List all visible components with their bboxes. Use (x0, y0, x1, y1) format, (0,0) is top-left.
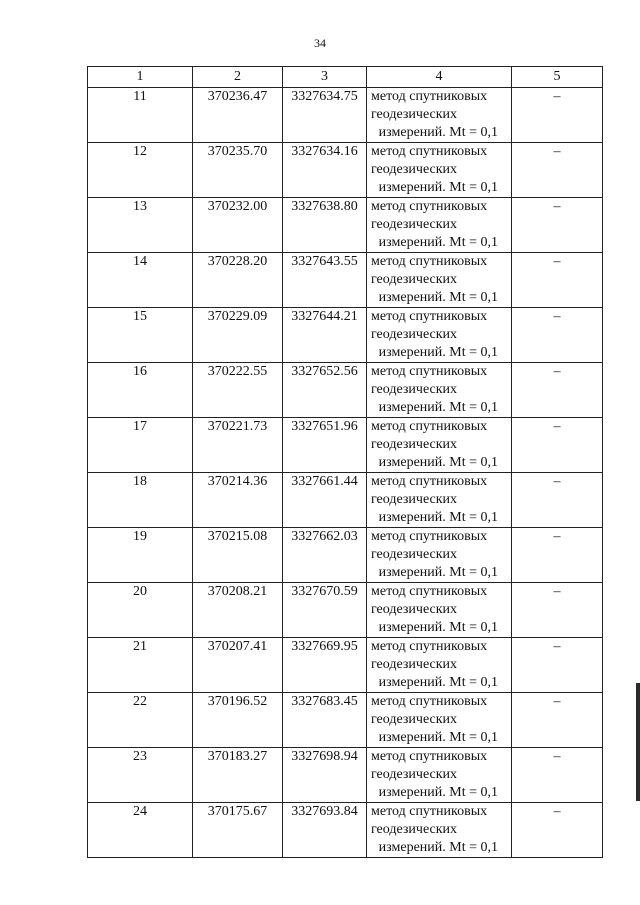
method-line: геодезических (371, 602, 458, 617)
method-line: геодезических (371, 327, 458, 342)
header-cell: 2 (193, 67, 283, 88)
x-coordinate-cell: 370214.36 (193, 473, 283, 528)
y-coordinate-cell: 3327683.45 (283, 693, 367, 748)
note-cell: – (512, 308, 603, 363)
x-coordinate-cell: 370207.41 (193, 638, 283, 693)
method-cell (367, 143, 512, 198)
method-cell (367, 583, 512, 638)
note-cell: – (512, 638, 603, 693)
x-coordinate-cell: 370175.67 (193, 803, 283, 858)
x-coordinate-cell: 370235.70 (193, 143, 283, 198)
method-line: геодезических (371, 162, 458, 177)
y-coordinate-cell: 3327698.94 (283, 748, 367, 803)
method-line: метод спутниковых (371, 694, 488, 709)
point-number-cell: 12 (88, 143, 193, 198)
method-line: геодезических (371, 107, 458, 122)
method-line: геодезических (371, 217, 458, 232)
method-line: измерений. Mt = 0,1 (378, 235, 498, 250)
coordinates-table (87, 66, 603, 858)
table-row (88, 693, 603, 748)
method-cell (367, 693, 512, 748)
method-line: метод спутниковых (371, 804, 488, 819)
method-line: геодезических (371, 272, 458, 287)
method-line: метод спутниковых (371, 419, 488, 434)
table-row (88, 418, 603, 473)
method-cell (367, 363, 512, 418)
point-number-cell: 15 (88, 308, 193, 363)
note-cell: – (512, 583, 603, 638)
y-coordinate-cell: 3327644.21 (283, 308, 367, 363)
note-cell: – (512, 473, 603, 528)
method-line: измерений. Mt = 0,1 (378, 125, 498, 140)
note-cell: – (512, 143, 603, 198)
page-number: 34 (314, 36, 326, 50)
method-line: геодезических (371, 822, 458, 837)
header-cell: 3 (283, 67, 367, 88)
note-cell: – (512, 418, 603, 473)
method-line: метод спутниковых (371, 199, 488, 214)
method-line: метод спутниковых (371, 89, 488, 104)
method-line: измерений. Mt = 0,1 (378, 290, 498, 305)
note-cell: – (512, 198, 603, 253)
table-row (88, 803, 603, 858)
x-coordinate-cell: 370228.20 (193, 253, 283, 308)
method-line: измерений. Mt = 0,1 (378, 345, 498, 360)
x-coordinate-cell: 370229.09 (193, 308, 283, 363)
method-cell (367, 528, 512, 583)
method-line: измерений. Mt = 0,1 (378, 400, 498, 415)
y-coordinate-cell: 3327634.16 (283, 143, 367, 198)
point-number-cell: 13 (88, 198, 193, 253)
method-line: геодезических (371, 492, 458, 507)
header-cell: 5 (512, 67, 603, 88)
method-line: геодезических (371, 547, 458, 562)
table-row (88, 143, 603, 198)
method-line: метод спутниковых (371, 144, 488, 159)
header-cell: 1 (88, 67, 193, 88)
note-cell: – (512, 803, 603, 858)
point-number-cell: 20 (88, 583, 193, 638)
y-coordinate-cell: 3327669.95 (283, 638, 367, 693)
point-number-cell: 11 (88, 88, 193, 143)
y-coordinate-cell: 3327634.75 (283, 88, 367, 143)
point-number-cell: 17 (88, 418, 193, 473)
y-coordinate-cell: 3327652.56 (283, 363, 367, 418)
method-line: метод спутниковых (371, 749, 488, 764)
note-cell: – (512, 748, 603, 803)
y-coordinate-cell: 3327693.84 (283, 803, 367, 858)
method-line: метод спутниковых (371, 309, 488, 324)
y-coordinate-cell: 3327643.55 (283, 253, 367, 308)
note-cell: – (512, 88, 603, 143)
point-number-cell: 21 (88, 638, 193, 693)
method-line: измерений. Mt = 0,1 (378, 620, 498, 635)
point-number-cell: 19 (88, 528, 193, 583)
method-line: измерений. Mt = 0,1 (378, 180, 498, 195)
table-row (88, 253, 603, 308)
x-coordinate-cell: 370221.73 (193, 418, 283, 473)
method-line: измерений. Mt = 0,1 (378, 840, 498, 855)
x-coordinate-cell: 370196.52 (193, 693, 283, 748)
header-cell: 4 (367, 67, 512, 88)
method-line: измерений. Mt = 0,1 (378, 510, 498, 525)
method-cell (367, 198, 512, 253)
method-cell (367, 308, 512, 363)
note-cell: – (512, 363, 603, 418)
x-coordinate-cell: 370208.21 (193, 583, 283, 638)
note-cell: – (512, 693, 603, 748)
method-line: метод спутниковых (371, 639, 488, 654)
method-line: измерений. Mt = 0,1 (378, 455, 498, 470)
method-line: метод спутниковых (371, 474, 488, 489)
method-line: измерений. Mt = 0,1 (378, 730, 498, 745)
method-line: геодезических (371, 657, 458, 672)
method-line: измерений. Mt = 0,1 (378, 565, 498, 580)
method-cell (367, 88, 512, 143)
x-coordinate-cell: 370215.08 (193, 528, 283, 583)
x-coordinate-cell: 370232.00 (193, 198, 283, 253)
method-cell (367, 418, 512, 473)
method-cell (367, 803, 512, 858)
method-line: геодезических (371, 382, 458, 397)
note-cell: – (512, 528, 603, 583)
point-number-cell: 24 (88, 803, 193, 858)
method-cell (367, 748, 512, 803)
point-number-cell: 14 (88, 253, 193, 308)
x-coordinate-cell: 370183.27 (193, 748, 283, 803)
y-coordinate-cell: 3327662.03 (283, 528, 367, 583)
point-number-cell: 18 (88, 473, 193, 528)
method-line: метод спутниковых (371, 584, 488, 599)
y-coordinate-cell: 3327651.96 (283, 418, 367, 473)
x-coordinate-cell: 370236.47 (193, 88, 283, 143)
point-number-cell: 16 (88, 363, 193, 418)
method-line: метод спутниковых (371, 364, 488, 379)
table-row (88, 528, 603, 583)
note-cell: – (512, 253, 603, 308)
scan-edge-mark (636, 683, 640, 801)
method-line: геодезических (371, 712, 458, 727)
table-row (88, 363, 603, 418)
y-coordinate-cell: 3327638.80 (283, 198, 367, 253)
method-line: геодезических (371, 767, 458, 782)
method-line: измерений. Mt = 0,1 (378, 675, 498, 690)
table-body (88, 67, 603, 858)
table-row (88, 473, 603, 528)
point-number-cell: 22 (88, 693, 193, 748)
method-cell (367, 638, 512, 693)
point-number-cell: 23 (88, 748, 193, 803)
table-row (88, 638, 603, 693)
method-line: метод спутниковых (371, 254, 488, 269)
table-header-row (88, 67, 603, 88)
table-row (88, 88, 603, 143)
table-row (88, 583, 603, 638)
table-row (88, 198, 603, 253)
method-cell (367, 253, 512, 308)
x-coordinate-cell: 370222.55 (193, 363, 283, 418)
method-cell (367, 473, 512, 528)
method-line: геодезических (371, 437, 458, 452)
method-line: метод спутниковых (371, 529, 488, 544)
y-coordinate-cell: 3327670.59 (283, 583, 367, 638)
method-line: измерений. Mt = 0,1 (378, 785, 498, 800)
table-row (88, 308, 603, 363)
table-row (88, 748, 603, 803)
y-coordinate-cell: 3327661.44 (283, 473, 367, 528)
